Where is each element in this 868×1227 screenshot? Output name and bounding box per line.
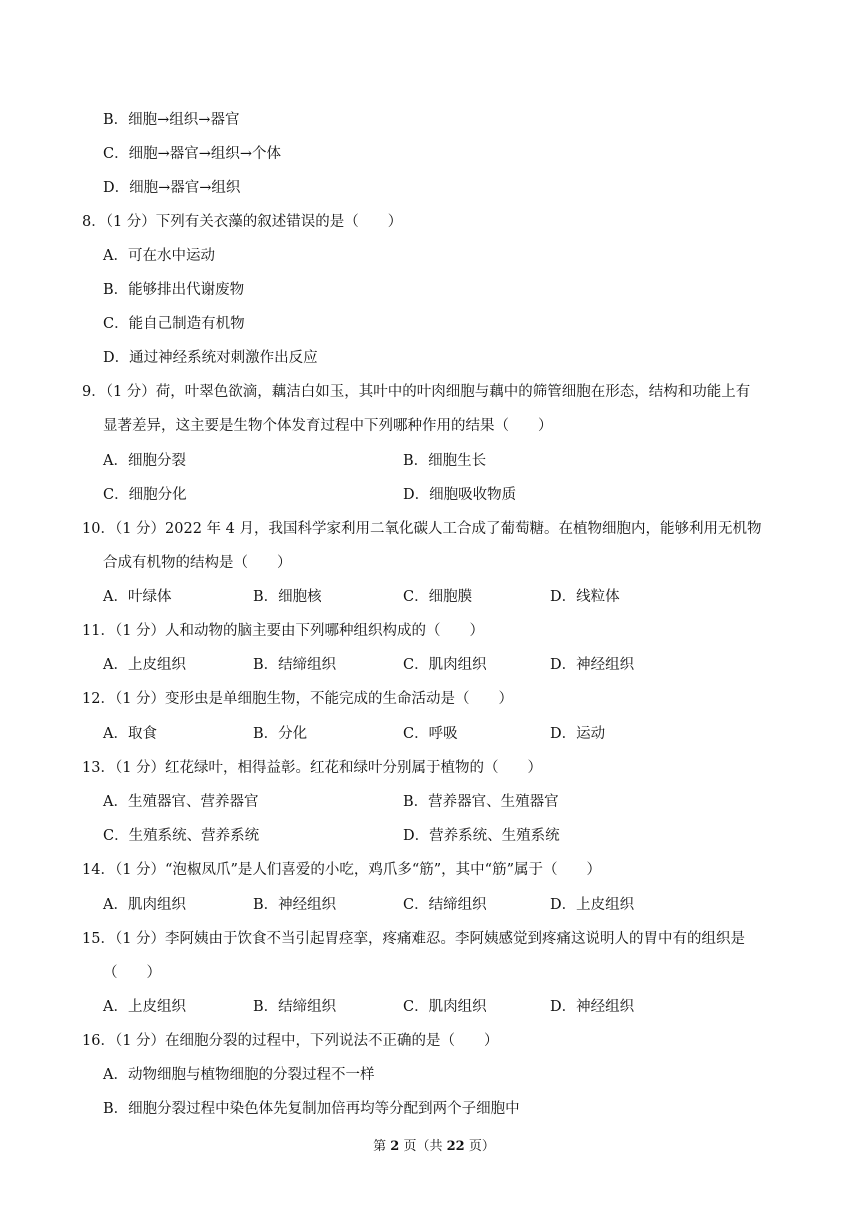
q11-option-d: D．神经组织 <box>550 657 635 673</box>
q15-option-a: A．上皮组织 <box>103 999 186 1015</box>
footer-middle: 页（共 <box>399 1139 447 1154</box>
q12-option-c: C．呼吸 <box>403 726 458 742</box>
q16-stem: 16．（1 分）在细胞分裂的过程中，下列说法不正确的是（ ） <box>82 1033 499 1049</box>
q14-option-b: B．神经组织 <box>253 897 337 913</box>
q11-option-a: A．上皮组织 <box>103 657 186 673</box>
q10-option-c: C．细胞膜 <box>403 589 473 605</box>
q13-stem: 13．（1 分）红花绿叶，相得益彰。红花和绿叶分别属于植物的（ ） <box>82 760 543 776</box>
q15-stem-line1: 15．（1 分）李阿姨由于饮食不当引起胃痉挛，疼痛难忍。李阿姨感觉到疼痛这说明人的胃中有的组织是 <box>82 931 746 947</box>
q9-option-a: A．细胞分裂 <box>103 453 186 469</box>
q9-stem-line1: 9．（1 分）荷，叶翠色欲滴，藕洁白如玉，其叶中的叶肉细胞与藕中的筛管细胞在形态，结构和功能上有 <box>82 384 751 400</box>
footer-prefix: 第 <box>373 1139 391 1154</box>
q9-option-d: D．细胞吸收物质 <box>403 487 517 503</box>
q10-option-a: A．叶绿体 <box>103 589 172 605</box>
q12-option-b: B．分化 <box>253 726 308 742</box>
q7-option-b: B．细胞→组织→器官 <box>103 112 240 128</box>
q10-option-d: D．线粒体 <box>550 589 620 605</box>
q13-option-b: B．营养器官、生殖器官 <box>403 794 559 810</box>
q13-option-d: D．营养系统、生殖系统 <box>403 828 560 844</box>
q10-option-b: B．细胞核 <box>253 589 322 605</box>
q9-option-b: B．细胞生长 <box>403 453 487 469</box>
q15-option-c: C．肌肉组织 <box>403 999 487 1015</box>
q12-stem: 12．（1 分）变形虫是单细胞生物，不能完成的生命活动是（ ） <box>82 691 514 707</box>
q11-option-b: B．结缔组织 <box>253 657 337 673</box>
q11-option-c: C．肌肉组织 <box>403 657 487 673</box>
q8-option-d: D．通过神经系统对刺激作出反应 <box>103 350 318 366</box>
q7-option-c: C．细胞→器官→组织→个体 <box>103 146 282 162</box>
q10-stem-line1: 10．（1 分）2022 年 4 月，我国科学家利用二氧化碳人工合成了葡萄糖。在植物细胞内，能够利用无机物 <box>82 521 762 537</box>
footer-page-number: 2 <box>390 1139 400 1154</box>
q15-stem-line2: （ ） <box>103 965 161 981</box>
q8-option-c: C．能自己制造有机物 <box>103 316 245 332</box>
q14-option-d: D．上皮组织 <box>550 897 635 913</box>
q13-option-c: C．生殖系统、营养系统 <box>103 828 260 844</box>
q11-stem: 11．（1 分）人和动物的脑主要由下列哪种组织构成的（ ） <box>82 623 485 639</box>
q15-option-b: B．结缔组织 <box>253 999 337 1015</box>
footer-total-pages: 22 <box>446 1139 465 1154</box>
page-footer <box>0 1137 868 1157</box>
q9-stem-line2: 显著差异，这主要是生物个体发育过程中下列哪种作用的结果（ ） <box>103 418 553 434</box>
q8-stem: 8．（1 分）下列有关衣藻的叙述错误的是（ ） <box>82 214 403 230</box>
q12-option-d: D．运动 <box>550 726 606 742</box>
q10-stem-line2: 合成有机物的结构是（ ） <box>103 555 292 571</box>
q7-option-d: D．细胞→器官→组织 <box>103 180 241 196</box>
q13-option-a: A．生殖器官、营养器官 <box>103 794 259 810</box>
q9-option-c: C．细胞分化 <box>103 487 187 503</box>
q16-option-a: A．动物细胞与植物细胞的分裂过程不一样 <box>103 1067 375 1083</box>
q12-option-a: A．取食 <box>103 726 157 742</box>
q8-option-a: A．可在水中运动 <box>103 248 215 264</box>
footer-suffix: 页） <box>464 1139 495 1154</box>
q8-option-b: B．能够排出代谢废物 <box>103 282 245 298</box>
q15-option-d: D．神经组织 <box>550 999 635 1015</box>
q14-option-a: A．肌肉组织 <box>103 897 186 913</box>
q16-option-b: B．细胞分裂过程中染色体先复制加倍再均等分配到两个子细胞中 <box>103 1101 520 1117</box>
q14-stem: 14．（1 分）“泡椒凤爪”是人们喜爱的小吃，鸡爪多“筋”，其中“筋”属于（ ） <box>82 862 602 878</box>
q14-option-c: C．结缔组织 <box>403 897 487 913</box>
